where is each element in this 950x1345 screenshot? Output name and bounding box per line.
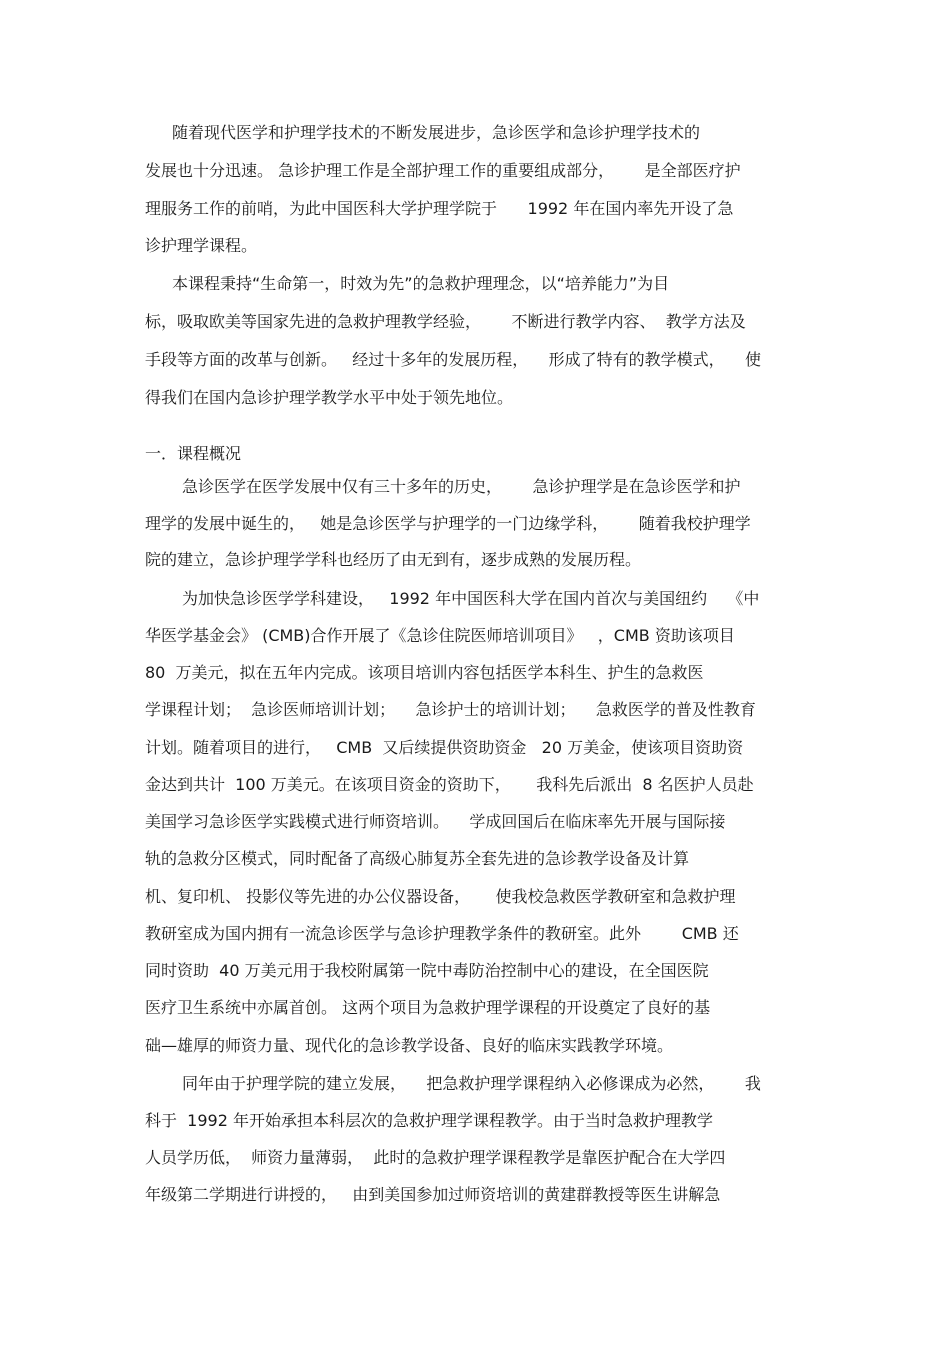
section-heading: 一．课程概况 [145,444,242,463]
body-line-5: 华医学基金会》 (CMB)合作开展了《急诊住院医师培训项目》 ，CMB 资助该项目 [145,626,735,645]
body-line-15: 医疗卫生系统中亦属首创。 这两个项目为急救护理学课程的开设奠定了良好的基 [145,998,711,1017]
intro-line-3: 理服务工作的前哨，为此中国医科大学护理学院于 1992 年在国内率先开设了急 [145,199,734,218]
body-line-4: 为加快急诊医学学科建设， 1992 年中国医科大学在国内首次与美国纽约 《中 [182,589,760,608]
body-line-2: 理学的发展中诞生的， 她是急诊医学与护理学的一门边缘学科， 随着我校护理学 [145,514,751,533]
body-line-3: 院的建立，急诊护理学学科也经历了由无到有，逐步成熟的发展历程。 [145,550,642,569]
body-line-10: 美国学习急诊医学实践模式进行师资培训。 学成回国后在临床率先开展与国际接 [145,812,726,831]
intro-line-8: 得我们在国内急诊护理学教学水平中处于领先地位。 [145,388,514,407]
intro-line-1: 随着现代医学和护理学技术的不断发展进步，急诊医学和急诊护理学技术的 [172,123,701,142]
body-line-9: 金达到共计 100 万美元。在该项目资金的资助下， 我科先后派出 8 名医护人员赴 [145,775,754,794]
body-line-17: 同年由于护理学院的建立发展， 把急救护理学课程纳入必修课成为必然， 我 [182,1074,761,1093]
body-line-6: 80 万美元，拟在五年内完成。该项目培训内容包括医学本科生、护生的急救医 [145,663,704,682]
body-line-12: 机、复印机、 投影仪等先进的办公仪器设备， 使我校急救医学教研室和急救护理 [145,887,736,906]
body-line-14: 同时资助 40 万美元用于我校附属第一院中毒防治控制中心的建设，在全国医院 [145,961,709,980]
body-line-1: 急诊医学在医学发展中仅有三十多年的历史， 急诊护理学是在急诊医学和护 [182,477,741,496]
body-line-11: 轨的急救分区模式，同时配备了高级心肺复苏全套先进的急诊教学设备及计算 [145,849,690,868]
intro-line-5: 本课程秉持“生命第一，时效为先”的急救护理理念，以“培养能力”为目 [172,274,670,293]
body-line-19: 人员学历低， 师资力量薄弱， 此时的急救护理学课程教学是靠医护配合在大学四 [145,1148,726,1167]
body-line-16: 础—雄厚的师资力量、现代化的急诊教学设备、良好的临床实践教学环境。 [145,1036,674,1055]
body-line-7: 学课程计划； 急诊医师培训计划； 急诊护士的培训计划； 急救医学的普及性教育 [145,700,756,719]
body-line-8: 计划。随着项目的进行， CMB 又后续提供资助资金 20 万美金，使该项目资助资 [145,738,744,757]
body-line-20: 年级第二学期进行讲授的， 由到美国参加过师资培训的黄建群教授等医生讲解急 [145,1185,721,1204]
body-line-13: 教研室成为国内拥有一流急诊医学与急诊护理教学条件的教研室。此外 CMB 还 [145,924,739,943]
body-line-18: 科于 1992 年开始承担本科层次的急救护理学课程教学。由于当时急救护理教学 [145,1111,713,1130]
intro-line-2: 发展也十分迅速。 急诊护理工作是全部护理工作的重要组成部分， 是全部医疗护 [145,161,741,180]
intro-line-6: 标，吸取欧美等国家先进的急救护理教学经验， 不断进行教学内容、 教学方法及 [145,312,746,331]
intro-line-7: 手段等方面的改革与创新。 经过十多年的发展历程， 形成了特有的教学模式， 使 [145,350,761,369]
intro-line-4: 诊护理学课程。 [145,236,258,255]
